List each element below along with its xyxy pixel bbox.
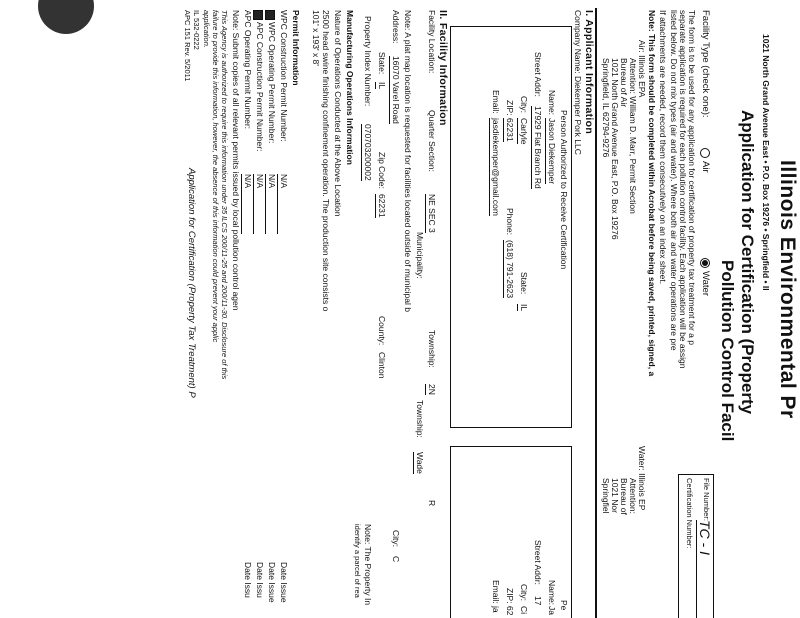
instruction-line: listed below. Do not mix types (air and water). Where both air and water operations are pre [669, 10, 679, 351]
file-number-value: TC - I [697, 520, 713, 555]
right-zip-value: 62 [505, 606, 515, 616]
facility-city-value: C [391, 556, 401, 563]
plat-note: Note: A plat map location is requested for facilities located outside of municipal b [403, 10, 413, 312]
permit-row-date-label: Date Issue [279, 562, 289, 603]
permit-row-value: N/A [254, 174, 265, 234]
air-mailing-line: Springfield, IL 62794-9276 [601, 58, 611, 158]
right-email-value: ja [491, 606, 501, 613]
phone-label: Phone: [505, 208, 515, 235]
right-city-label: City: [519, 584, 529, 601]
agency-seal-icon [38, 0, 94, 34]
water-label: Water [700, 271, 711, 296]
quarter-section-label: Quarter Section: [427, 110, 437, 172]
air-label: Air [700, 161, 711, 173]
instruction-note: Note: This form should be completed within Acrobat before being saved, printed, signed, a [647, 10, 657, 377]
permit-row-label: WPC Operating Permit Number: [267, 22, 277, 144]
permits-heading: Permit Information [291, 10, 301, 86]
air-mailing-heading: Air: Illinois EPA [637, 40, 647, 98]
township-value: 2N [427, 384, 437, 395]
permit-row-checkbox[interactable] [265, 10, 275, 20]
township-label: Township: [427, 330, 437, 368]
email-label: Email: [491, 90, 501, 114]
right-contact-heading: Pe [559, 600, 569, 611]
air-radio[interactable] [700, 148, 710, 158]
facility-type-label: Facility Type (check one): [700, 10, 711, 118]
facility-state-label: State: [377, 52, 387, 75]
manufacturing-heading: Manufacturing Operations Information [345, 10, 355, 165]
facility-zip-value: 62231 [377, 194, 387, 218]
right-street-value: 17 [533, 596, 543, 606]
footer-title: Application for Certification (Property Tax Treatment) P [186, 168, 197, 398]
name-label: Name: [547, 90, 557, 116]
facility-state-value: IL [377, 82, 387, 90]
water-mailing-line: Springfiel [601, 478, 611, 514]
permit-row-value: N/A [266, 174, 277, 234]
air-mailing-line: Bureau of Air [619, 58, 629, 108]
disclosure-line: application. [202, 10, 211, 48]
name-value: Jason Diekemper [547, 118, 557, 185]
agency-title: Illinois Environmental Pr [776, 160, 799, 419]
state-label: State: [519, 272, 529, 295]
authorized-person-heading: Person Authorized to Receive Certification [559, 110, 569, 270]
section2-heading: II. Facility Information [437, 10, 449, 126]
nature-line2: 101' x 193' x 8' [311, 10, 321, 66]
agency-address: 1021 North Grand Avenue East • P.O. Box 19276 • Springfield • Il [761, 34, 771, 291]
right-street-label: Street Addr: [533, 540, 543, 585]
township2-label: Township: [415, 400, 425, 438]
right-zip-label: ZIP: [505, 588, 515, 604]
air-mailing-line: Attention: William D. Marr, Permit Section [628, 58, 638, 214]
water-mailing-line: Attention: [628, 478, 638, 514]
company-value: Diekemper Pork LLC [573, 76, 583, 155]
permit-row-label: APC Operating Permit Number: [243, 10, 253, 130]
permit-row-date-label: Date Issu [243, 562, 253, 598]
form-revision: APC 151 Rev. 5/2011 [183, 10, 192, 82]
disclosure-line: failure to provide this information, however, the absence of this information could prevent your applic [211, 10, 220, 343]
municipality-label: Municipality: [415, 232, 425, 279]
permit-row-date-label: Date Issue [267, 562, 277, 603]
right-city-value: Ci [519, 606, 529, 615]
right-email-label: Email: [491, 580, 501, 604]
permit-row-checkbox[interactable] [253, 10, 263, 20]
pin-label: Property Index Number: [363, 16, 373, 107]
street-value: 17929 Flat Branch Rd [533, 106, 543, 189]
form-title-line2: Pollution Control Facil [718, 260, 737, 442]
disclosure-line: This Agency is authorized to require this information under 35 ILCS 200/11-25 and 200/11-30. Disclosure of this [220, 10, 229, 380]
file-number-label: File Number: [702, 478, 711, 521]
facility-zip-label: Zip Code: [377, 152, 387, 189]
township2-value: Wade [415, 452, 425, 474]
facility-address-label: Address: [391, 10, 401, 44]
facility-city-label: City: [391, 530, 401, 547]
range-label: R [427, 500, 437, 507]
permit-row-label: APC Construction Permit Number: [255, 22, 265, 152]
right-name-value: Ja [547, 606, 557, 615]
zip-value: 62231 [505, 118, 515, 142]
company-label: Company Name: [573, 10, 583, 74]
street-label: Street Addr: [533, 52, 543, 97]
section1-heading: I. Applicant Information [583, 10, 595, 135]
facility-county-label: County: [377, 316, 387, 346]
cert-number-label: Certification Number: [685, 478, 694, 549]
nature-label: Nature of Operations Conducted at the Above Location [333, 10, 343, 217]
phone-value: (618) 791-2623 [505, 240, 515, 299]
right-name-label: Name: [547, 580, 557, 606]
state-value: IL [519, 304, 529, 312]
water-radio[interactable] [700, 258, 710, 268]
city-value: Carlyle [519, 118, 529, 145]
nature-line1: 2500 head swine finishing confinement operation. The production site consists o [321, 10, 331, 312]
zip-label: ZIP: [505, 100, 515, 116]
instruction-line: The form is to be used for any application for certification of property tax treatment for a p [687, 10, 697, 345]
permit-row-value: N/A [242, 174, 253, 234]
air-mailing-line: 1021 North Grand Avenue East, P.O. Box 19276 [610, 58, 620, 240]
pin-note-line2: identify a parcel of rea [353, 524, 362, 598]
permit-row-label: WPC Construction Permit Number: [279, 10, 289, 142]
permit-row-date-label: Date Issu [255, 562, 265, 598]
water-mailing-heading: Water: Illinois EP [637, 446, 647, 511]
city-label: City: [519, 96, 529, 113]
instruction-line: separate application is required for each pollution control facility. Each application will be assign [678, 10, 688, 369]
facility-location-label: Facility Location: [427, 10, 437, 74]
facility-address-value: 16070 Varel Road [391, 56, 401, 124]
form-title-line1: Application for Certification (Property [738, 110, 757, 415]
permit-row-value: N/A [278, 174, 289, 234]
email-value: jasdiekemper@gmail.com [491, 118, 501, 216]
quarter-section-value: NE SEC 3 [427, 194, 437, 233]
pin-note-line1: Note: The Property In [363, 524, 373, 606]
permits-note: Note: Submit copies of all relevant permits issued by local pollution control agen [231, 10, 241, 311]
pin-value: 070703200002 [363, 124, 373, 181]
water-mailing-line: Bureau of [619, 478, 629, 515]
form-code: IL 532-0222 [192, 10, 201, 50]
instruction-line: If attachments are needed, record them consecutively on an index sheet. [658, 10, 668, 285]
facility-county-value: Clinton [377, 352, 387, 379]
water-mailing-line: 1021 Nor [610, 478, 620, 513]
